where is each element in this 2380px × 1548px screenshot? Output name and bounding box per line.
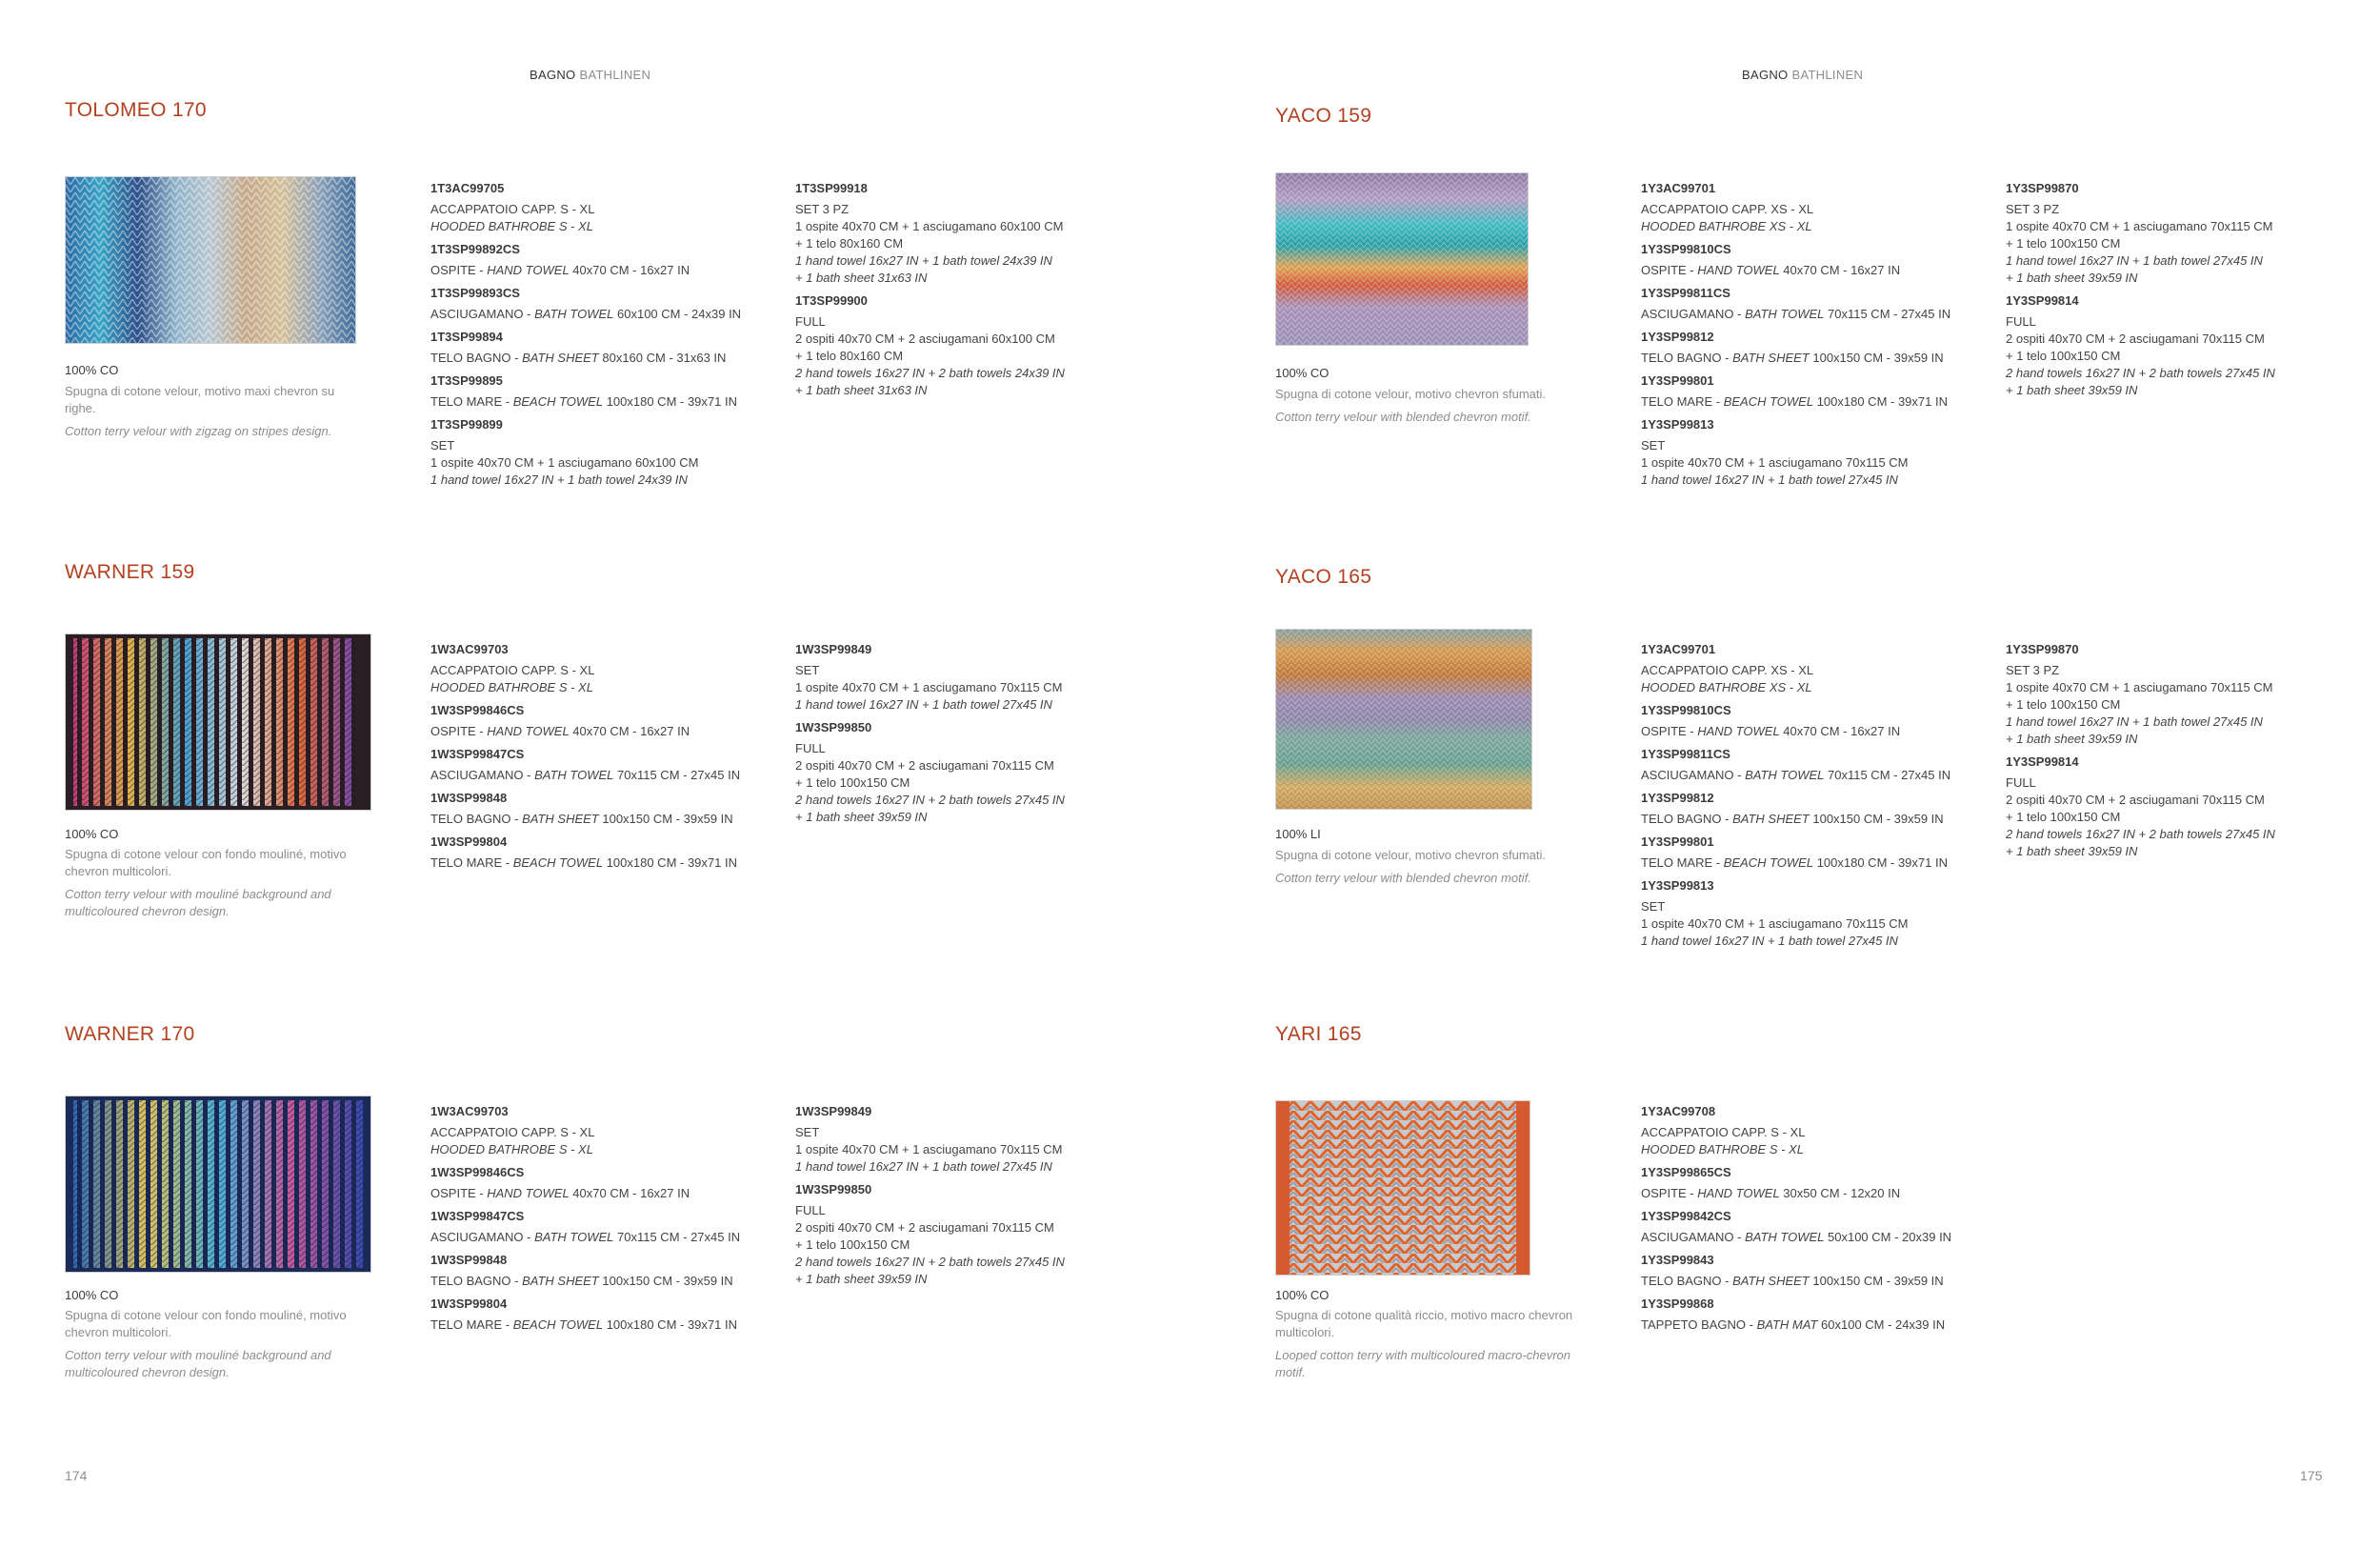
spec-text: TELO BAGNO - — [1641, 1274, 1733, 1288]
product-spec-line: 2 hand towels 16x27 IN + 2 bath towels 27x45 IN — [795, 793, 1065, 807]
product-code: 1W3SP99850 — [795, 720, 872, 734]
product-spec-line: 1 ospite 40x70 CM + 1 asciugamano 70x115 CM — [1641, 916, 1909, 931]
product-spec-line — [1641, 767, 1984, 784]
english-name: BATH SHEET — [522, 351, 599, 365]
product-code: 1W3SP99848 — [430, 1253, 508, 1267]
product-code: 1Y3SP99842CS — [1641, 1209, 1731, 1223]
english-name: BATH SHEET — [1732, 812, 1810, 826]
product-spec-line: 2 hand towels 16x27 IN + 2 bath towels 27x45 IN — [2006, 827, 2275, 841]
spec-text: OSPITE - — [430, 1186, 488, 1200]
product-spec-line — [1641, 1273, 1984, 1290]
product-code: 1Y3SP99801 — [1641, 373, 1714, 388]
product-title: WARNER 170 — [65, 1023, 195, 1045]
product-spec-line: 1 hand towel 16x27 IN + 1 bath towel 27x45 IN — [2006, 714, 2263, 729]
product-code: 1T3SP99900 — [795, 293, 868, 308]
spec-text: 100x180 CM - 39x71 IN — [603, 1317, 737, 1332]
product-code: 1Y3SP99814 — [2006, 754, 2079, 769]
product-code: 1Y3SP99812 — [1641, 330, 1714, 344]
english-name: BATH SHEET — [1732, 351, 1810, 365]
product-image-warner-159 — [65, 633, 371, 811]
spec-text: ASCIUGAMANO - — [1641, 1230, 1746, 1244]
product-spec-line: SET — [1641, 899, 1666, 914]
spec-text: 40x70 CM - 16x27 IN — [569, 1186, 690, 1200]
product-spec-line: 1 ospite 40x70 CM + 1 asciugamano 70x115 CM — [1641, 455, 1909, 470]
product-list — [795, 1104, 1138, 1288]
composition: 100% CO — [1275, 1288, 1330, 1302]
product-spec-line: SET — [795, 1125, 820, 1139]
spec-text: TELO MARE - — [430, 394, 513, 409]
product-spec-line: + 1 telo 100x150 CM — [795, 1237, 910, 1252]
product-spec-line: FULL — [795, 314, 826, 329]
product-spec-line — [1641, 350, 1984, 367]
english-name: BATH SHEET — [1732, 1274, 1810, 1288]
product-spec-line: ACCAPPATOIO CAPP. S - XL — [1641, 1125, 1806, 1139]
product-spec-line: + 1 telo 100x150 CM — [2006, 697, 2121, 712]
product-spec-line — [430, 1317, 773, 1334]
product-spec-line: SET — [1641, 438, 1666, 452]
product-spec-line: SET — [795, 663, 820, 677]
product-spec-line: + 1 telo 100x150 CM — [2006, 236, 2121, 251]
spec-text: ASCIUGAMANO - — [430, 768, 535, 782]
spec-text: OSPITE - — [1641, 724, 1698, 738]
product-spec-line: ACCAPPATOIO CAPP. XS - XL — [1641, 663, 1814, 677]
spec-text: ASCIUGAMANO - — [430, 1230, 535, 1244]
english-name: BATH TOWEL — [534, 1230, 614, 1244]
english-name: HAND TOWEL — [1697, 1186, 1780, 1200]
english-name: BATH TOWEL — [1745, 307, 1825, 321]
english-name: HAND TOWEL — [1697, 263, 1780, 277]
product-spec-line — [430, 1229, 773, 1246]
product-code: 1Y3AC99708 — [1641, 1104, 1716, 1118]
product-spec-line: ACCAPPATOIO CAPP. S - XL — [430, 202, 595, 216]
spec-text: 80x160 CM - 31x63 IN — [598, 351, 727, 365]
english-name: BEACH TOWEL — [512, 855, 604, 870]
spec-text: 40x70 CM - 16x27 IN — [1779, 724, 1901, 738]
product-spec-line — [1641, 1185, 1984, 1202]
product-spec-line: HOODED BATHROBE S - XL — [430, 680, 593, 694]
product-spec-line: HOODED BATHROBE S - XL — [430, 1142, 593, 1156]
product-spec-line: HOODED BATHROBE S - XL — [1641, 1142, 1804, 1156]
product-list — [2006, 642, 2358, 860]
spec-text: TELO MARE - — [1641, 855, 1724, 870]
spec-text: ASCIUGAMANO - — [1641, 307, 1746, 321]
product-code: 1Y3SP99814 — [2006, 293, 2079, 308]
page-header-left — [530, 68, 650, 82]
product-spec-line: 1 ospite 40x70 CM + 1 asciugamano 60x100 CM — [795, 219, 1064, 233]
product-title: YACO 159 — [1275, 105, 1372, 127]
header-sub: BATHLINEN — [579, 68, 651, 82]
product-list — [2006, 181, 2358, 399]
english-name: BATH TOWEL — [534, 768, 614, 782]
product-spec-line: 1 ospite 40x70 CM + 1 asciugamano 70x115 CM — [795, 680, 1063, 694]
product-code: 1W3SP99849 — [795, 1104, 872, 1118]
english-name: BEACH TOWEL — [512, 394, 604, 409]
product-code: 1Y3AC99701 — [1641, 642, 1716, 656]
product-spec-line — [1641, 723, 1984, 740]
product-code: 1Y3SP99801 — [1641, 834, 1714, 849]
product-spec-line: 2 ospiti 40x70 CM + 2 asciugamani 70x115 CM — [795, 758, 1054, 773]
product-code: 1W3AC99703 — [430, 1104, 509, 1118]
spec-text: 40x70 CM - 16x27 IN — [569, 724, 690, 738]
description-en: Cotton terry velour with blended chevron motif. — [1275, 871, 1531, 885]
product-title: YACO 165 — [1275, 566, 1372, 588]
product-spec-line: SET 3 PZ — [2006, 663, 2060, 677]
product-list — [430, 181, 773, 489]
product-spec-line — [430, 811, 773, 828]
description-it: Spugna di cotone velour, motivo chevron sfumati. — [1275, 848, 1546, 862]
product-spec-line: 1 ospite 40x70 CM + 1 asciugamano 60x100 CM — [430, 455, 699, 470]
composition: 100% CO — [65, 1288, 119, 1302]
spec-text: 100x150 CM - 39x59 IN — [598, 1274, 733, 1288]
product-spec-line — [1641, 1229, 1984, 1246]
description-it: Spugna di cotone velour, motivo chevron sfumati. — [1275, 387, 1546, 401]
product-spec-line: 2 hand towels 16x27 IN + 2 bath towels 24x39 IN — [795, 366, 1065, 380]
english-name: HAND TOWEL — [487, 724, 570, 738]
product-list — [795, 181, 1138, 399]
spec-text: 100x150 CM - 39x59 IN — [1809, 351, 1944, 365]
product-image-yari-165 — [1275, 1100, 1530, 1276]
product-spec-line — [430, 1185, 773, 1202]
product-code: 1T3SP99893CS — [430, 286, 520, 300]
spec-text: 50x100 CM - 20x39 IN — [1824, 1230, 1952, 1244]
spec-text: 100x150 CM - 39x59 IN — [1809, 1274, 1944, 1288]
english-name: BATH MAT — [1756, 1317, 1818, 1332]
description-it: Spugna di cotone velour con fondo mouliné, motivo chevron multicolori. — [65, 1308, 347, 1339]
product-code: 1W3SP99846CS — [430, 1165, 525, 1179]
composition: 100% CO — [65, 827, 119, 841]
spec-text: TELO MARE - — [1641, 394, 1724, 409]
product-code: 1Y3SP99865CS — [1641, 1165, 1731, 1179]
english-name: BATH SHEET — [522, 1274, 599, 1288]
spec-text: OSPITE - — [430, 724, 488, 738]
spec-text: 40x70 CM - 16x27 IN — [569, 263, 690, 277]
product-code: 1Y3SP99813 — [1641, 417, 1714, 432]
description-en: Looped cotton terry with multicoloured macro-chevron motif. — [1275, 1348, 1570, 1379]
product-list — [1641, 181, 1984, 489]
product-code: 1Y3SP99868 — [1641, 1297, 1714, 1311]
english-name: HAND TOWEL — [1697, 724, 1780, 738]
description-en: Cotton terry velour with zigzag on stripes design. — [65, 424, 332, 438]
spec-text: 100x180 CM - 39x71 IN — [1813, 855, 1948, 870]
product-spec-line: + 1 bath sheet 39x59 IN — [2006, 383, 2138, 397]
product-spec-line — [1641, 1317, 1984, 1334]
product-spec-line — [1641, 306, 1984, 323]
product-spec-line: 1 hand towel 16x27 IN + 1 bath towel 27x45 IN — [2006, 253, 2263, 268]
product-code: 1Y3SP99870 — [2006, 642, 2079, 656]
product-spec-line: 1 hand towel 16x27 IN + 1 bath towel 24x39 IN — [795, 253, 1052, 268]
product-spec-line: 1 ospite 40x70 CM + 1 asciugamano 70x115 CM — [2006, 680, 2273, 694]
product-title: TOLOMEO 170 — [65, 99, 207, 121]
spec-text: OSPITE - — [1641, 1186, 1698, 1200]
product-spec-line: FULL — [795, 741, 826, 755]
product-code: 1Y3SP99811CS — [1641, 286, 1730, 300]
spec-text: TELO BAGNO - — [430, 1274, 523, 1288]
product-spec-line: HOODED BATHROBE XS - XL — [1641, 680, 1812, 694]
english-name: BATH TOWEL — [1745, 1230, 1825, 1244]
product-spec-line: + 1 telo 80x160 CM — [795, 236, 904, 251]
product-spec-line: ACCAPPATOIO CAPP. S - XL — [430, 663, 595, 677]
product-code: 1T3AC99705 — [430, 181, 505, 195]
product-spec-line — [430, 767, 773, 784]
spec-text: OSPITE - — [1641, 263, 1698, 277]
product-spec-line — [1641, 262, 1984, 279]
product-spec-line: + 1 bath sheet 39x59 IN — [2006, 732, 2138, 746]
description-en: Cotton terry velour with blended chevron motif. — [1275, 410, 1531, 424]
product-spec-line: FULL — [795, 1203, 826, 1217]
product-code: 1Y3AC99701 — [1641, 181, 1716, 195]
product-spec-line: HOODED BATHROBE XS - XL — [1641, 219, 1812, 233]
description-it: Spugna di cotone qualità riccio, motivo macro chevron multicolori. — [1275, 1308, 1573, 1339]
product-spec-line: + 1 telo 100x150 CM — [2006, 810, 2121, 824]
product-spec-line: 1 ospite 40x70 CM + 1 asciugamano 70x115 CM — [795, 1142, 1063, 1156]
product-spec-line: 2 ospiti 40x70 CM + 2 asciugamani 70x115 CM — [2006, 332, 2265, 346]
product-image-tolomeo-170 — [65, 176, 356, 344]
product-image-yaco-165 — [1275, 629, 1532, 810]
product-spec-line: + 1 bath sheet 39x59 IN — [2006, 271, 2138, 285]
product-spec-line: 1 hand towel 16x27 IN + 1 bath towel 27x45 IN — [1641, 934, 1898, 948]
page-header-right — [1742, 68, 1863, 82]
product-code: 1W3SP99847CS — [430, 747, 525, 761]
english-name: BATH TOWEL — [534, 307, 614, 321]
spec-text: 70x115 CM - 27x45 IN — [1824, 768, 1951, 782]
spec-text: OSPITE - — [430, 263, 488, 277]
product-code: 1Y3SP99843 — [1641, 1253, 1714, 1267]
english-name: HAND TOWEL — [487, 263, 570, 277]
spec-text: 30x50 CM - 12x20 IN — [1779, 1186, 1901, 1200]
product-spec-line: 2 hand towels 16x27 IN + 2 bath towels 27x45 IN — [2006, 366, 2275, 380]
composition: 100% CO — [65, 363, 119, 377]
product-spec-line — [430, 1273, 773, 1290]
product-spec-line — [1641, 811, 1984, 828]
product-spec-line: ACCAPPATOIO CAPP. XS - XL — [1641, 202, 1814, 216]
product-code: 1W3SP99846CS — [430, 703, 525, 717]
spec-text: TELO BAGNO - — [1641, 812, 1733, 826]
product-code: 1T3SP99918 — [795, 181, 868, 195]
product-code: 1W3SP99849 — [795, 642, 872, 656]
spec-text: 100x180 CM - 39x71 IN — [1813, 394, 1948, 409]
product-code: 1T3SP99894 — [430, 330, 503, 344]
product-code: 1Y3SP99810CS — [1641, 703, 1731, 717]
product-code: 1Y3SP99810CS — [1641, 242, 1731, 256]
english-name: BEACH TOWEL — [1723, 394, 1814, 409]
spec-text: 100x150 CM - 39x59 IN — [1809, 812, 1944, 826]
product-code: 1T3SP99895 — [430, 373, 503, 388]
spec-text: 60x100 CM - 24x39 IN — [1817, 1317, 1946, 1332]
product-spec-line: 1 hand towel 16x27 IN + 1 bath towel 27x45 IN — [795, 1159, 1052, 1174]
spec-text: TELO BAGNO - — [430, 351, 523, 365]
product-code: 1Y3SP99813 — [1641, 878, 1714, 893]
product-spec-line: 1 ospite 40x70 CM + 1 asciugamano 70x115 CM — [2006, 219, 2273, 233]
composition: 100% CO — [1275, 366, 1330, 380]
spec-text: ASCIUGAMANO - — [430, 307, 535, 321]
product-spec-line: 1 hand towel 16x27 IN + 1 bath towel 24x39 IN — [430, 472, 688, 487]
product-spec-line: 2 ospiti 40x70 CM + 2 asciugamani 60x100 CM — [795, 332, 1055, 346]
spec-text: TELO MARE - — [430, 1317, 513, 1332]
spec-text: 100x150 CM - 39x59 IN — [598, 812, 733, 826]
product-spec-line — [430, 306, 773, 323]
product-spec-line: + 1 bath sheet 39x59 IN — [795, 810, 928, 824]
product-code: 1T3SP99899 — [430, 417, 503, 432]
product-spec-line: + 1 bath sheet 39x59 IN — [2006, 844, 2138, 858]
product-spec-line — [430, 350, 773, 367]
product-spec-line: HOODED BATHROBE S - XL — [430, 219, 593, 233]
product-spec-line: ACCAPPATOIO CAPP. S - XL — [430, 1125, 595, 1139]
product-image-warner-170 — [65, 1096, 371, 1273]
product-code: 1W3SP99804 — [430, 1297, 508, 1311]
product-spec-line: 2 ospiti 40x70 CM + 2 asciugamani 70x115 CM — [795, 1220, 1054, 1235]
spec-text: TELO BAGNO - — [1641, 351, 1733, 365]
product-spec-line: + 1 bath sheet 31x63 IN — [795, 383, 928, 397]
product-list — [430, 1104, 773, 1334]
product-spec-line: FULL — [2006, 775, 2036, 790]
page-number-left: 174 — [65, 1468, 88, 1483]
spec-text: 70x115 CM - 27x45 IN — [613, 1230, 741, 1244]
english-name: BEACH TOWEL — [512, 1317, 604, 1332]
product-list — [1641, 1104, 1984, 1334]
spec-text: 100x180 CM - 39x71 IN — [603, 855, 737, 870]
product-spec-line: SET — [430, 438, 455, 452]
product-spec-line: SET 3 PZ — [2006, 202, 2060, 216]
spec-text: 60x100 CM - 24x39 IN — [613, 307, 742, 321]
description-en: Cotton terry velour with mouliné background and multicoloured chevron design. — [65, 1348, 331, 1379]
spec-text: TAPPETO BAGNO - — [1641, 1317, 1757, 1332]
description-it: Spugna di cotone velour, motivo maxi chevron su righe. — [65, 384, 335, 415]
product-code: 1W3SP99804 — [430, 834, 508, 849]
english-name: BATH SHEET — [522, 812, 599, 826]
product-spec-line: 2 hand towels 16x27 IN + 2 bath towels 27x45 IN — [795, 1255, 1065, 1269]
description-en: Cotton terry velour with mouliné background and multicoloured chevron design. — [65, 887, 331, 918]
spec-text: 100x180 CM - 39x71 IN — [603, 394, 737, 409]
product-spec-line — [430, 262, 773, 279]
product-spec-line: + 1 telo 100x150 CM — [2006, 349, 2121, 363]
product-spec-line: + 1 bath sheet 39x59 IN — [795, 1272, 928, 1286]
spec-text: 40x70 CM - 16x27 IN — [1779, 263, 1901, 277]
product-code: 1W3SP99847CS — [430, 1209, 525, 1223]
product-code: 1W3SP99848 — [430, 791, 508, 805]
product-list — [795, 642, 1138, 826]
product-spec-line — [430, 393, 773, 411]
english-name: HAND TOWEL — [487, 1186, 570, 1200]
spec-text: 70x115 CM - 27x45 IN — [613, 768, 741, 782]
product-spec-line — [430, 723, 773, 740]
english-name: BEACH TOWEL — [1723, 855, 1814, 870]
spec-text: 70x115 CM - 27x45 IN — [1824, 307, 1951, 321]
product-code: 1Y3SP99812 — [1641, 791, 1714, 805]
product-code: 1W3SP99850 — [795, 1182, 872, 1196]
spec-text: TELO BAGNO - — [430, 812, 523, 826]
product-code: 1W3AC99703 — [430, 642, 509, 656]
product-code: 1Y3SP99870 — [2006, 181, 2079, 195]
header-main: BAGNO — [530, 68, 576, 82]
product-spec-line — [1641, 393, 1984, 411]
product-list — [1641, 642, 1984, 950]
english-name: BATH TOWEL — [1745, 768, 1825, 782]
product-spec-line: 2 ospiti 40x70 CM + 2 asciugamani 70x115 CM — [2006, 793, 2265, 807]
product-code: 1Y3SP99811CS — [1641, 747, 1730, 761]
product-code: 1T3SP99892CS — [430, 242, 520, 256]
product-spec-line — [430, 854, 773, 872]
product-list — [430, 642, 773, 872]
product-spec-line: 1 hand towel 16x27 IN + 1 bath towel 27x45 IN — [795, 697, 1052, 712]
product-image-yaco-159 — [1275, 172, 1529, 346]
product-spec-line: + 1 telo 80x160 CM — [795, 349, 904, 363]
product-title: YARI 165 — [1275, 1023, 1362, 1045]
product-spec-line: FULL — [2006, 314, 2036, 329]
header-main: BAGNO — [1742, 68, 1789, 82]
page-number-right: 175 — [2300, 1468, 2323, 1483]
product-spec-line: + 1 telo 100x150 CM — [795, 775, 910, 790]
product-title: WARNER 159 — [65, 561, 195, 583]
product-spec-line: + 1 bath sheet 31x63 IN — [795, 271, 928, 285]
description-it: Spugna di cotone velour con fondo mouliné, motivo chevron multicolori. — [65, 847, 347, 878]
header-sub: BATHLINEN — [1791, 68, 1864, 82]
composition: 100% LI — [1275, 827, 1321, 841]
spec-text: ASCIUGAMANO - — [1641, 768, 1746, 782]
product-spec-line — [1641, 854, 1984, 872]
product-spec-line: SET 3 PZ — [795, 202, 850, 216]
spec-text: TELO MARE - — [430, 855, 513, 870]
product-spec-line: 1 hand towel 16x27 IN + 1 bath towel 27x45 IN — [1641, 472, 1898, 487]
